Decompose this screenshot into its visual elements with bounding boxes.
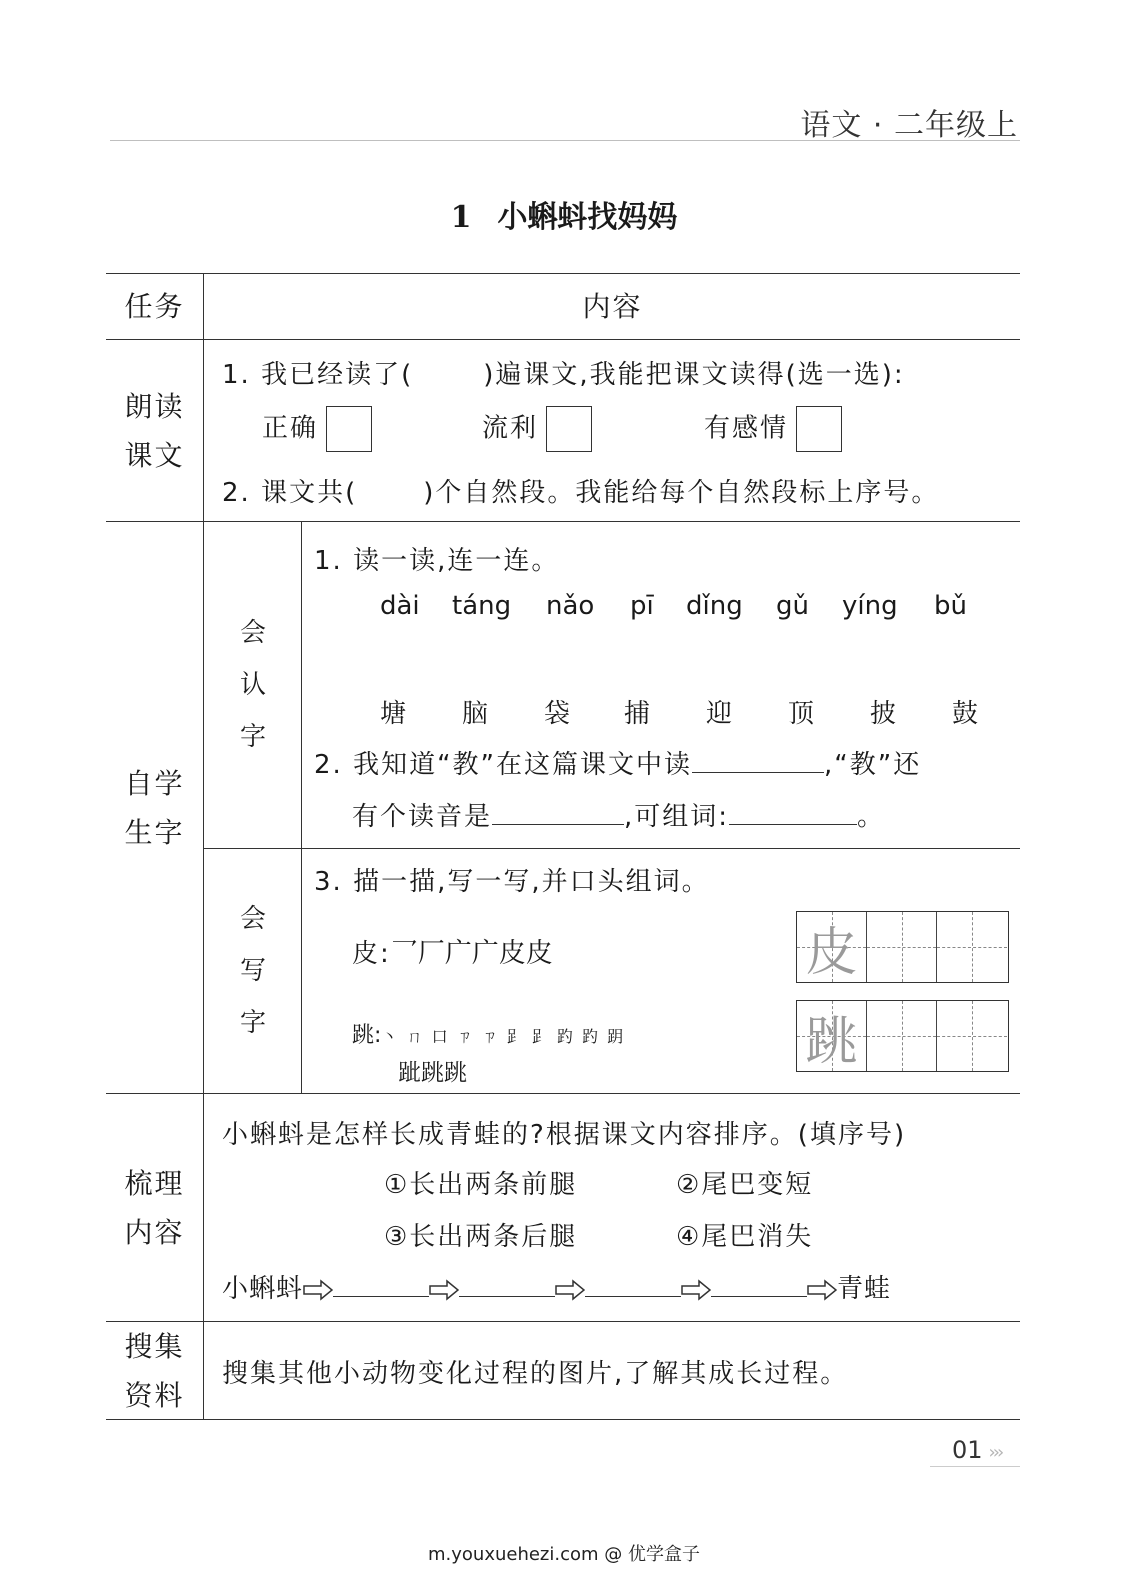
pinyin-item[interactable]: bǔ	[934, 591, 967, 621]
sequence-blank[interactable]	[585, 1296, 681, 1297]
sequence-blank[interactable]	[333, 1296, 429, 1297]
table-subcolumn-divider	[301, 521, 302, 1094]
question-text: ,“教”还	[824, 750, 922, 780]
question-text: ,可组词:	[624, 802, 730, 832]
collect-task: 搜集其他小动物变化过程的图片,了解其成长过程。	[222, 1359, 849, 1389]
pi-stroke-order	[352, 931, 553, 970]
char-label: 皮:	[352, 939, 391, 969]
stroke-sequence: 丶 ㄇ 口 ㄗ ㄗ 𧾷 𧾷 趵 趵 跀	[381, 1027, 626, 1046]
header-divider	[110, 140, 1020, 141]
word-blank[interactable]	[729, 824, 857, 825]
recognize-question-2-line2	[352, 796, 885, 833]
option-checkbox[interactable]	[796, 406, 842, 452]
table-column-divider	[203, 273, 204, 1420]
sort-item: ①长出两条前腿	[384, 1170, 578, 1200]
label-line: 朗读	[124, 389, 185, 423]
hanzi-item[interactable]: 捕	[624, 699, 651, 729]
read-question-2	[222, 472, 939, 509]
option-label: 流利	[482, 413, 539, 444]
arrow-right-icon	[555, 1279, 585, 1301]
write-chars-label	[205, 849, 301, 1093]
content-column-header: 内容	[582, 290, 643, 323]
writing-grid-tiao[interactable]	[796, 1000, 1009, 1072]
pinyin-item[interactable]: dài	[380, 591, 420, 621]
question-text: 2. 我知道“教”在这篇课文中读	[314, 750, 693, 780]
option-correct	[262, 406, 372, 452]
hanzi-item[interactable]: 袋	[544, 699, 571, 729]
page-number	[952, 1436, 1001, 1464]
page-number-value: 01	[952, 1436, 983, 1464]
question-text: 1. 我已经读了(	[222, 360, 414, 390]
lesson-number: 1	[450, 200, 472, 235]
lesson-title	[0, 192, 1128, 236]
label-char: 字	[239, 722, 266, 752]
table-row-divider	[106, 1321, 1020, 1322]
sort-item: ②尾巴变短	[676, 1170, 814, 1200]
read-aloud-label	[106, 340, 203, 521]
sequence-blank[interactable]	[459, 1296, 555, 1297]
option-fluent	[482, 406, 592, 452]
label-line: 生字	[124, 815, 185, 849]
hanzi-item[interactable]: 顶	[788, 699, 815, 729]
grid-cell[interactable]	[867, 1001, 937, 1071]
reading-blank[interactable]	[692, 772, 824, 773]
pinyin-item[interactable]: pī	[630, 591, 654, 621]
label-char: 会	[239, 618, 266, 648]
grid-cell[interactable]	[797, 912, 867, 982]
hanzi-item[interactable]: 塘	[380, 699, 407, 729]
pinyin-item[interactable]: táng	[452, 591, 512, 621]
sequence-chain	[222, 1268, 891, 1305]
table-bottom-border	[106, 1419, 1020, 1420]
sort-item: ④尾巴消失	[676, 1222, 814, 1252]
tiao-stroke-order-cont: 跐跳跳	[398, 1060, 467, 1086]
option-checkbox[interactable]	[326, 406, 372, 452]
hanzi-item[interactable]: 鼓	[952, 699, 979, 729]
char-label: 跳:	[352, 1023, 382, 1048]
label-line: 资料	[124, 1378, 185, 1412]
grid-cell[interactable]	[937, 1001, 1007, 1071]
hanzi-item[interactable]: 迎	[706, 699, 733, 729]
label-line: 内容	[124, 1215, 185, 1249]
sequence-end: 青蛙	[837, 1274, 892, 1304]
label-char: 写	[239, 956, 266, 986]
sort-item: ③长出两条后腿	[384, 1222, 578, 1252]
option-expressive	[704, 406, 842, 452]
table-row-divider	[106, 339, 1020, 340]
grid-cell[interactable]	[867, 912, 937, 982]
recognize-question-1: 1. 读一读,连一连。	[314, 546, 560, 576]
label-char: 会	[239, 904, 266, 934]
pinyin-item[interactable]: gǔ	[776, 591, 809, 621]
grid-cell[interactable]	[797, 1001, 867, 1071]
task-column-header: 任务	[124, 290, 185, 323]
writing-grid-pi[interactable]	[796, 911, 1009, 983]
sequence-blank[interactable]	[711, 1296, 807, 1297]
label-line: 梳理	[124, 1166, 185, 1200]
question-text: 有个读音是	[352, 802, 493, 832]
label-line: 自学	[124, 766, 185, 800]
footer-divider	[930, 1466, 1020, 1467]
trace-char: 皮	[805, 922, 858, 983]
option-label: 正确	[262, 413, 319, 444]
arrow-right-icon	[681, 1279, 711, 1301]
arrow-right-icon	[807, 1279, 837, 1301]
sequence-start: 小蝌蚪	[222, 1274, 304, 1304]
option-checkbox[interactable]	[546, 406, 592, 452]
subject-header: 语文 · 二年级上	[800, 108, 1018, 143]
table-row-divider	[204, 848, 1020, 849]
option-label: 有感情	[704, 413, 789, 444]
chevron-right-icon: ›››	[988, 1442, 1002, 1463]
other-reading-blank[interactable]	[492, 824, 624, 825]
read-question-1	[222, 354, 905, 391]
pinyin-item[interactable]: yíng	[842, 591, 898, 621]
question-text: 。	[857, 802, 886, 832]
arrow-right-icon	[429, 1279, 459, 1301]
label-line: 课文	[124, 438, 185, 472]
hanzi-item[interactable]: 脑	[462, 699, 489, 729]
lesson-name: 小蝌蚪找妈妈	[497, 200, 678, 235]
question-text: )个自然段。我能给每个自然段标上序号。	[423, 478, 940, 508]
label-char: 认	[239, 670, 266, 700]
hanzi-item[interactable]: 披	[870, 699, 897, 729]
tiao-stroke-order	[352, 1018, 625, 1049]
write-question-3: 3. 描一描,写一写,并口头组词。	[314, 867, 710, 897]
trace-char: 跳	[805, 1011, 858, 1072]
sort-content-label	[106, 1094, 203, 1321]
question-text: )遍课文,我能把课文读得(选一选):	[483, 360, 905, 390]
table-row-divider	[106, 1093, 1020, 1094]
grid-cell[interactable]	[937, 912, 1007, 982]
arrow-right-icon	[303, 1279, 333, 1301]
stroke-sequence: 乛厂广广皮皮	[390, 938, 553, 969]
label-line: 搜集	[124, 1329, 185, 1363]
label-char: 字	[239, 1008, 266, 1038]
pinyin-item[interactable]: dǐng	[686, 591, 743, 621]
recognize-chars-label	[205, 522, 301, 848]
recognize-question-2-line1	[314, 744, 921, 781]
sort-question: 小蝌蚪是怎样长成青蛙的?根据课文内容排序。(填序号)	[222, 1120, 907, 1150]
self-study-label	[106, 522, 203, 1093]
watermark: m.youxuehezi.com @ 优学盒子	[427, 1544, 700, 1565]
question-text: 2. 课文共(	[222, 478, 358, 508]
pinyin-item[interactable]: nǎo	[546, 591, 595, 621]
collect-info-label	[106, 1322, 203, 1419]
